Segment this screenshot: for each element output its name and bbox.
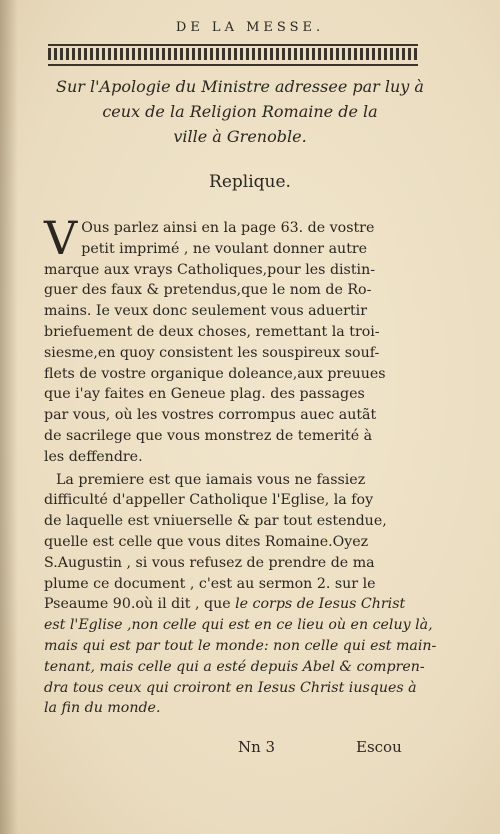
title-line: ceux de la Religion Romaine de la [102,102,378,121]
section-title [40,74,440,149]
text-line: La premiere est que iamais vous ne fassiez [56,471,366,488]
text-line: difficulté d'appeller Catholique l'Eglise, la foy [44,492,374,509]
text-segment: Pseaume 90.où il dit , que [44,596,236,613]
text-line: briefuement de deux choses, remettant la troi- [44,323,380,340]
signature-mark: Nn 3 [238,738,276,756]
text-line: marque aux vrays Catholiques,pour les distin- [44,261,376,278]
quote-line: la fin du monde. [44,700,161,717]
text-line: Ous parlez ainsi en la page 63. de vostre [81,220,375,236]
text-line: siesme,en quoy consistent les souspireux souf- [44,344,380,361]
page-footer [0,738,500,762]
ornament-band [48,44,418,66]
text-line: flets de vostre organique doleance,aux preuues [44,365,386,382]
text-line: les deffendre. [44,448,143,465]
text-line: par vous, où les vostres corrompus auec autãt [44,407,377,424]
text-line: petit imprimé , ne voulant donner autre [81,240,368,257]
text-line: de sacrilege que vous monstrez de temerité à [44,427,373,444]
body-text [44,211,437,719]
gutter-shadow [0,0,18,834]
text-line: mains. Ie veux donc seulement vous aduertir [44,303,367,320]
quote-line: tenant, mais celle qui a esté depuis Abel & compren- [44,658,425,675]
text-line: S.Augustin , si vous refusez de prendre de ma [44,554,375,571]
heading-replique: Replique. [209,172,291,192]
running-head: DE LA MESSE. [175,20,325,35]
quote-line: mais qui est par tout le monde: non celle qui est main- [44,637,437,654]
quote-line: dra tous ceux qui croiront en Iesus Christ iusques à [44,679,417,696]
text-line: plume ce document , c'est au sermon 2. sur le [44,575,376,592]
quote-line: est l'Eglise ,non celle qui est en ce lieu où en celuy là, [44,617,433,634]
catchword: Escou [356,738,402,756]
title-line: Sur l'Apologie du Ministre adressee par luy à [56,77,424,96]
text-line: guer des faux & pretendus,que le nom de Ro- [44,282,372,299]
text-line: de laquelle est vniuerselle & par tout estendue, [44,513,387,530]
paragraph-2 [44,470,437,720]
text-line [44,594,414,615]
quote-segment: le corps de Iesus Christ [235,596,406,613]
text-line: que i'ay faites en Geneue plag. des passages [44,386,365,403]
drop-cap: V [44,211,78,265]
paragraph-1 [44,211,414,468]
title-line: ville à Grenoble. [173,127,307,146]
text-line: quelle est celle que vous dites Romaine.Oyez [44,533,369,550]
